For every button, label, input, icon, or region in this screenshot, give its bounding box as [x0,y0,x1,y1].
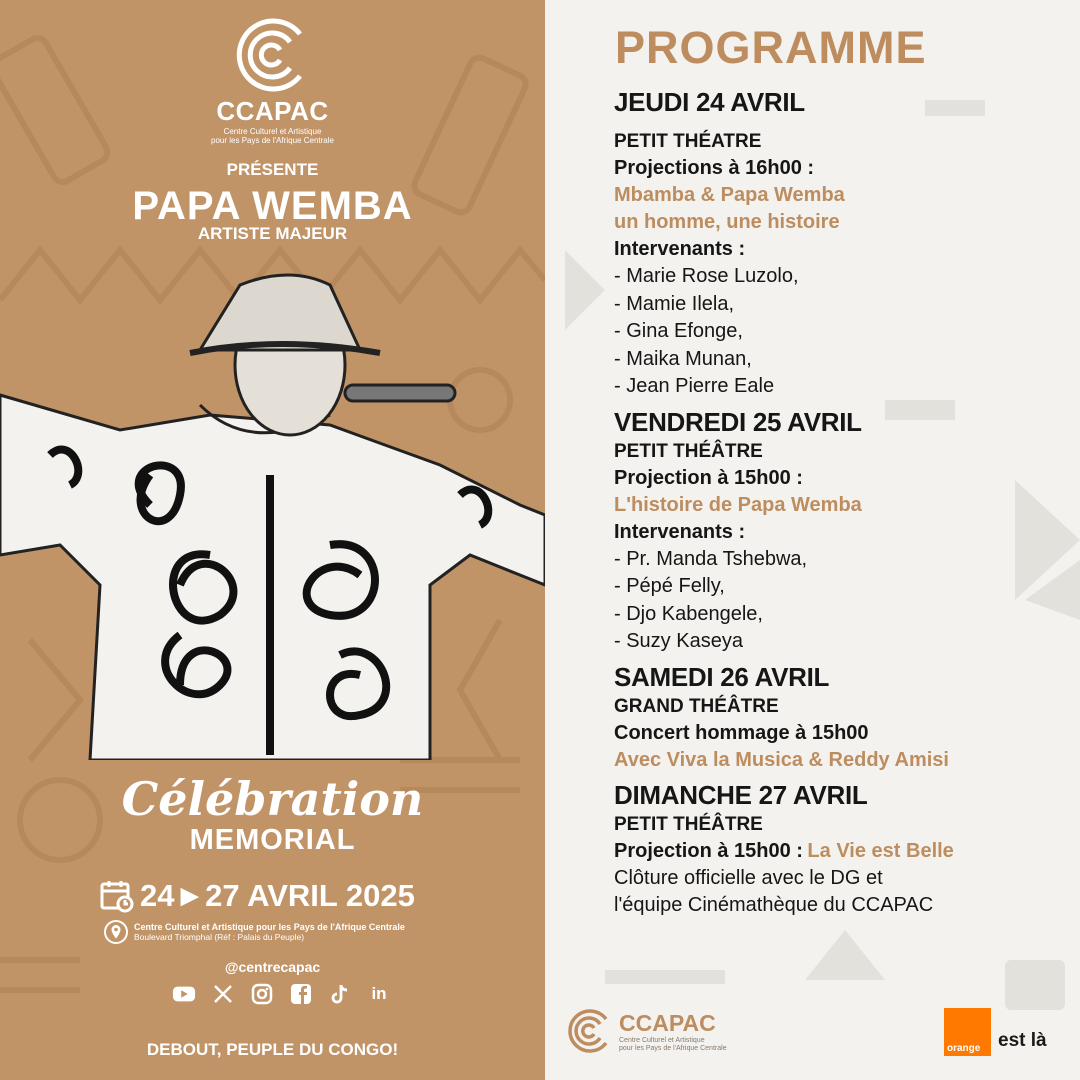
day-title: VENDREDI 25 AVRIL [614,406,862,437]
event-location [104,920,405,944]
programme-list [614,86,1074,920]
day-title: SAMEDI 26 AVRIL [614,661,830,692]
performers: Avec Viva la Musica & Reddy Amisi [614,748,949,771]
speaker: - Pr. Manda Tshebwa, [614,547,808,570]
speakers-label: Intervenants : [614,520,746,543]
facebook-icon[interactable] [289,982,313,1006]
location-name: Centre Culturel et Artistique pour les Pays de l'Afrique Centrale [134,922,405,932]
film-title: L'histoire de Papa Wemba [614,493,862,516]
poster-title: PAPA WEMBA [132,184,413,228]
day-title: DIMANCHE 27 AVRIL [614,779,868,810]
celebration-title: Célébration [121,772,424,826]
day-block-vendredi [614,406,1074,656]
day-title: JEUDI 24 AVRIL [614,87,805,117]
sponsor-tagline: est là [998,1030,1047,1051]
event-dates [100,876,415,916]
slogan: DEBOUT, PEUPLE DU CONGO! [146,1040,399,1059]
ccapac-logo-icon [565,1006,615,1056]
speakers-label: Intervenants : [614,238,746,260]
poster-subtitle: ARTISTE MAJEUR [197,224,348,243]
programme-panel [545,0,1080,1080]
venue: PETIT THÉÂTRE [614,440,763,462]
closing-line-2: l'équipe Cinémathèque du CCAPAC [614,894,934,916]
footer-brand-subtitle: Centre Culturel et Artistique pour les Pays de l'Afrique Centrale [619,1037,727,1052]
presente-label: PRÉSENTE [226,160,319,179]
orange-logo-icon [944,1008,991,1056]
event-time: Concert hommage à 15h00 [614,721,869,744]
speaker: - Djo Kabengele, [614,602,763,625]
social-handle[interactable]: @centrecapac [224,959,321,975]
programme-title: PROGRAMME [615,22,927,73]
location-pin-icon [104,920,128,944]
speaker: - Maika Munan, [614,347,752,370]
brand-subtitle: Centre Culturel et Artistique pour les Pays de l'Afrique Centrale [211,127,334,145]
orange-logo-text: orange [947,1043,981,1054]
dates-text: 24►27 AVRIL 2025 [140,878,415,913]
event-line [614,838,1074,865]
speaker: - Marie Rose Luzolo, [614,265,799,287]
day-block-dimanche [614,779,1074,920]
event-time: Projections à 16h00 : [614,157,815,179]
day-block-jeudi [614,86,1074,401]
speaker: - Pépé Felly, [614,575,725,597]
brand-name: CCAPAC [216,96,329,126]
x-icon[interactable] [211,982,235,1006]
location-address: Boulevard Triomphal (Réf : Palais du Peuple) [134,932,305,942]
speaker: - Gina Efonge, [614,320,743,342]
speaker: - Jean Pierre Eale [614,375,775,397]
speaker: - Mamie Ilela, [614,292,735,315]
closing-line: Clôture officielle avec le DG et [614,866,883,889]
venue: GRAND THÉÂTRE [614,695,779,717]
footer-brand: CCAPAC [619,1010,716,1036]
linkedin-icon[interactable]: in [371,984,387,1003]
film-title: La Vie est Belle [807,839,954,862]
speaker: - Suzy Kaseya [614,630,743,652]
event-time: Projection à 15h00 : [614,839,803,862]
ccapac-logo-icon [230,12,316,98]
papa-wemba-illustration [0,255,545,760]
social-icons [172,982,391,1006]
venue: PETIT THÉÂTRE [614,813,763,835]
film-title: Mbamba & Papa Wemba [614,184,845,206]
memorial-title: MEMORIAL [189,824,356,856]
film-title-line2: un homme, une histoire [614,211,840,233]
venue: PETIT THÉATRE [614,131,762,152]
calendar-icon [100,879,134,913]
youtube-icon[interactable] [172,982,196,1006]
event-time: Projection à 15h00 : [614,466,803,489]
day-block-samedi [614,661,1074,774]
instagram-icon[interactable] [250,982,274,1006]
tiktok-icon[interactable] [328,982,352,1006]
